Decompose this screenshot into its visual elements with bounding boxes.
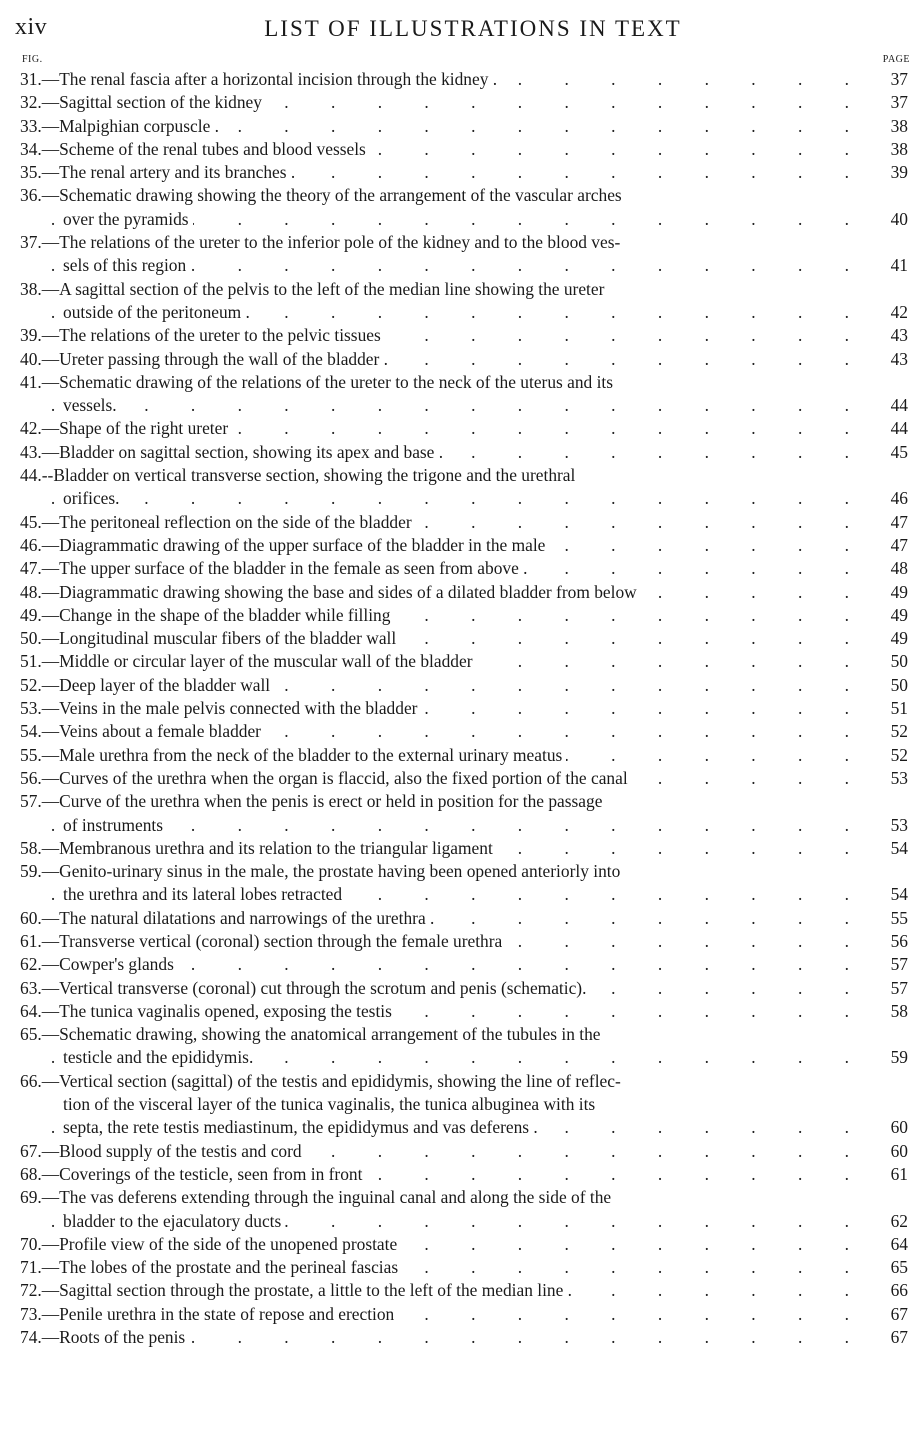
entry-text: 44.--Bladder on vertical transverse section, showing the trigone and the urethral — [20, 465, 579, 485]
entry-text: bladder to the ejaculatory ducts — [63, 1211, 285, 1231]
entry-text: 35.—The renal artery and its branches . — [20, 162, 299, 182]
entry-caption-continued — [20, 394, 908, 417]
list-item — [20, 767, 908, 790]
entry-caption-continued — [20, 301, 908, 324]
entry-page-number: 65 — [868, 1256, 908, 1279]
entry-text: testicle and the epididymis. — [63, 1047, 257, 1067]
list-item — [20, 837, 908, 860]
entry-text: 69.—The vas deferens extending through the inguinal canal and along the side of the — [20, 1187, 615, 1207]
entry-text: 61.—Transverse vertical (coronal) section through the female urethra — [20, 931, 506, 951]
entry-caption — [20, 767, 908, 790]
entry-text: 59.—Genito-urinary sinus in the male, the prostate having been opened anteriorly into — [20, 861, 624, 881]
entry-text: 60.—The natural dilatations and narrowings of the urethra . — [20, 908, 438, 928]
entry-text: 34.—Scheme of the renal tubes and blood vessels — [20, 139, 370, 159]
list-item — [20, 1163, 908, 1186]
list-item — [20, 930, 908, 953]
entry-caption — [20, 138, 908, 161]
entry-page-number: 64 — [868, 1233, 908, 1256]
list-item — [20, 1070, 908, 1140]
entry-caption — [20, 324, 908, 347]
entry-text: 54.—Veins about a female bladder — [20, 721, 265, 741]
entry-caption — [20, 1186, 908, 1209]
entry-text: 68.—Coverings of the testicle, seen from in front — [20, 1164, 366, 1184]
entry-caption-continued — [20, 487, 908, 510]
list-item — [20, 720, 908, 743]
entry-caption — [20, 1256, 908, 1279]
entry-caption — [20, 115, 908, 138]
list-item — [20, 744, 908, 767]
entry-text: septa, the rete testis mediastinum, the epididymus and vas deferens . — [63, 1117, 542, 1137]
entry-page-number: 49 — [868, 627, 908, 650]
list-item — [20, 977, 908, 1000]
entry-text: 51.—Middle or circular layer of the muscular wall of the bladder — [20, 651, 476, 671]
entry-text: 47.—The upper surface of the bladder in the female as seen from above . — [20, 558, 532, 578]
entry-text: 37.—The relations of the ureter to the inferior pole of the kidney and to the blood ves- — [20, 232, 624, 252]
entry-caption — [20, 1303, 908, 1326]
list-item — [20, 161, 908, 184]
entry-caption — [20, 161, 908, 184]
entry-caption — [20, 1140, 908, 1163]
entry-caption-continued — [20, 1093, 908, 1116]
list-item — [20, 790, 908, 837]
entry-page-number: 57 — [868, 977, 908, 1000]
entry-page-number: 67 — [868, 1326, 908, 1349]
entry-caption — [20, 231, 908, 254]
list-item — [20, 1279, 908, 1302]
entry-caption — [20, 184, 908, 207]
entry-page-number: 54 — [868, 883, 908, 906]
entry-text: 33.—Malpighian corpuscle . — [20, 116, 223, 136]
entry-page-number: 39 — [868, 161, 908, 184]
entry-page-number: 48 — [868, 557, 908, 580]
list-item — [20, 371, 908, 418]
entry-caption — [20, 1326, 908, 1349]
entry-caption-continued — [20, 1046, 908, 1069]
entry-text: 52.—Deep layer of the bladder wall — [20, 675, 274, 695]
entry-text: 38.—A sagittal section of the pelvis to the left of the median line showing the ureter — [20, 279, 608, 299]
entry-page-number: 49 — [868, 604, 908, 627]
list-item — [20, 348, 908, 371]
entry-caption — [20, 1000, 908, 1023]
entry-caption — [20, 837, 908, 860]
list-item — [20, 1233, 908, 1256]
entry-page-number: 38 — [868, 115, 908, 138]
entry-text: over the pyramids — [63, 209, 193, 229]
entry-page-number: 43 — [868, 324, 908, 347]
entry-caption-continued — [20, 883, 908, 906]
entry-text: of instruments — [63, 815, 167, 835]
entry-caption — [20, 1233, 908, 1256]
list-item — [20, 1186, 908, 1233]
entry-caption — [20, 650, 908, 673]
entry-caption — [20, 371, 908, 394]
entry-text: 72.—Sagittal section through the prostate, a little to the left of the median line . — [20, 1280, 576, 1300]
entry-caption — [20, 930, 908, 953]
entry-caption — [20, 604, 908, 627]
entry-text: 43.—Bladder on sagittal section, showing its apex and base . — [20, 442, 447, 462]
list-item — [20, 1000, 908, 1023]
page-column-label: PAGE — [882, 54, 910, 65]
entry-text: 74.—Roots of the penis — [20, 1327, 189, 1347]
entry-page-number: 52 — [868, 744, 908, 767]
entry-caption-continued — [20, 208, 908, 231]
entry-page-number: 50 — [868, 650, 908, 673]
list-item — [20, 1023, 908, 1070]
list-item — [20, 953, 908, 976]
entry-page-number: 37 — [868, 91, 908, 114]
entry-page-number: 60 — [868, 1140, 908, 1163]
entry-text: 36.—Schematic drawing showing the theory of the arrangement of the vascular arches — [20, 185, 626, 205]
list-item — [20, 511, 908, 534]
entry-page-number: 53 — [868, 767, 908, 790]
entry-text: 73.—Penile urethra in the state of repose and erection — [20, 1304, 398, 1324]
list-item — [20, 324, 908, 347]
entry-text: 50.—Longitudinal muscular fibers of the bladder wall — [20, 628, 400, 648]
entry-caption-continued — [20, 1116, 908, 1139]
entry-caption — [20, 1070, 908, 1093]
fig-column-label: FIG. — [22, 54, 43, 65]
entry-caption — [20, 91, 908, 114]
entry-text: 53.—Veins in the male pelvis connected with the bladder — [20, 698, 421, 718]
entry-page-number: 44 — [868, 394, 908, 417]
list-item — [20, 674, 908, 697]
entry-text: 58.—Membranous urethra and its relation to the triangular ligament — [20, 838, 497, 858]
list-item — [20, 860, 908, 907]
page-title: LIST OF ILLUSTRATIONS IN TEXT — [264, 16, 682, 41]
entry-caption — [20, 1279, 908, 1302]
list-item — [20, 231, 908, 278]
list-item — [20, 697, 908, 720]
entry-caption — [20, 860, 908, 883]
entry-page-number: 47 — [868, 534, 908, 557]
entry-caption — [20, 534, 908, 557]
entry-caption — [20, 511, 908, 534]
list-item — [20, 417, 908, 440]
entry-text: 57.—Curve of the urethra when the penis is erect or held in position for the passage — [20, 791, 606, 811]
entry-page-number: 66 — [868, 1279, 908, 1302]
list-item — [20, 441, 908, 464]
entry-page-number: 55 — [868, 907, 908, 930]
entry-text: 56.—Curves of the urethra when the organ is flaccid, also the fixed portion of the canal — [20, 768, 632, 788]
entry-text: 67.—Blood supply of the testis and cord — [20, 1141, 306, 1161]
entry-caption — [20, 1023, 908, 1046]
entry-text: 66.—Vertical section (sagittal) of the testis and epididymis, showing the line of reflec- — [20, 1071, 625, 1091]
entry-text: 55.—Male urethra from the neck of the bladder to the external urinary meatus — [20, 745, 566, 765]
entry-page-number: 62 — [868, 1210, 908, 1233]
entry-text: 42.—Shape of the right ureter — [20, 418, 232, 438]
list-item — [20, 557, 908, 580]
list-item — [20, 1303, 908, 1326]
entry-page-number: 50 — [868, 674, 908, 697]
entry-text: orifices. — [63, 488, 124, 508]
entry-caption — [20, 417, 908, 440]
list-item — [20, 464, 908, 511]
illustration-list — [20, 68, 908, 1349]
list-item — [20, 1256, 908, 1279]
entry-page-number: 47 — [868, 511, 908, 534]
entry-text: 40.—Ureter passing through the wall of the bladder . — [20, 349, 392, 369]
entry-page-number: 37 — [868, 68, 908, 91]
entry-page-number: 67 — [868, 1303, 908, 1326]
entry-caption-continued — [20, 1210, 908, 1233]
entry-caption — [20, 1163, 908, 1186]
column-labels — [0, 54, 916, 68]
entry-page-number: 44 — [868, 417, 908, 440]
entry-page-number: 40 — [868, 208, 908, 231]
page-number: xiv — [15, 14, 48, 40]
list-item — [20, 604, 908, 627]
entry-caption — [20, 464, 908, 487]
list-item — [20, 1140, 908, 1163]
entry-page-number: 59 — [868, 1046, 908, 1069]
entry-page-number: 58 — [868, 1000, 908, 1023]
entry-page-number: 60 — [868, 1116, 908, 1139]
entry-page-number: 54 — [868, 837, 908, 860]
entry-text: 65.—Schematic drawing, showing the anatomical arrangement of the tubules in the — [20, 1024, 605, 1044]
entry-page-number: 43 — [868, 348, 908, 371]
entry-caption — [20, 441, 908, 464]
entry-page-number: 61 — [868, 1163, 908, 1186]
entry-caption-continued — [20, 254, 908, 277]
entry-text: sels of this region — [63, 255, 190, 275]
entry-caption — [20, 348, 908, 371]
entry-caption — [20, 627, 908, 650]
entry-page-number: 56 — [868, 930, 908, 953]
entry-caption — [20, 68, 908, 91]
list-item — [20, 138, 908, 161]
entry-text: outside of the peritoneum . — [63, 302, 254, 322]
entry-text: 32.—Sagittal section of the kidney — [20, 92, 266, 112]
page-header — [0, 8, 916, 48]
entry-page-number: 38 — [868, 138, 908, 161]
entry-caption — [20, 674, 908, 697]
entry-caption — [20, 744, 908, 767]
list-item — [20, 627, 908, 650]
entry-text: 64.—The tunica vaginalis opened, exposing the testis — [20, 1001, 396, 1021]
entry-caption-continued — [20, 814, 908, 837]
entry-caption — [20, 953, 908, 976]
entry-text: 49.—Change in the shape of the bladder while filling — [20, 605, 394, 625]
list-item — [20, 115, 908, 138]
list-item — [20, 534, 908, 557]
entry-text: 63.—Vertical transverse (coronal) cut through the scrotum and penis (schematic). — [20, 978, 590, 998]
entry-text: the urethra and its lateral lobes retracted — [63, 884, 346, 904]
entry-text: tion of the visceral layer of the tunica vaginalis, the tunica albuginea with its — [63, 1094, 599, 1114]
entry-text: 48.—Diagrammatic drawing showing the base and sides of a dilated bladder from below — [20, 582, 641, 602]
entry-caption — [20, 790, 908, 813]
entry-page-number: 41 — [868, 254, 908, 277]
list-item — [20, 1326, 908, 1349]
entry-caption — [20, 720, 908, 743]
entry-page-number: 46 — [868, 487, 908, 510]
list-item — [20, 184, 908, 231]
entry-page-number: 57 — [868, 953, 908, 976]
entry-text: 70.—Profile view of the side of the unopened prostate — [20, 1234, 401, 1254]
entry-caption — [20, 907, 908, 930]
entry-text: 41.—Schematic drawing of the relations of the ureter to the neck of the uterus and its — [20, 372, 617, 392]
entry-page-number: 51 — [868, 697, 908, 720]
entry-caption — [20, 697, 908, 720]
entry-text: 71.—The lobes of the prostate and the perineal fascias — [20, 1257, 402, 1277]
entry-page-number: 52 — [868, 720, 908, 743]
entry-text: vessels. — [63, 395, 121, 415]
list-item — [20, 581, 908, 604]
list-item — [20, 68, 908, 91]
list-item — [20, 650, 908, 673]
entry-page-number: 42 — [868, 301, 908, 324]
entry-caption — [20, 278, 908, 301]
entry-text: 31.—The renal fascia after a horizontal incision through the kidney . — [20, 69, 501, 89]
list-item — [20, 907, 908, 930]
entry-caption — [20, 557, 908, 580]
entry-page-number: 49 — [868, 581, 908, 604]
entry-text: 45.—The peritoneal reflection on the side of the bladder — [20, 512, 416, 532]
entry-page-number: 45 — [868, 441, 908, 464]
list-item — [20, 278, 908, 325]
list-item — [20, 91, 908, 114]
entry-text: 46.—Diagrammatic drawing of the upper surface of the bladder in the male — [20, 535, 549, 555]
entry-page-number: 53 — [868, 814, 908, 837]
entry-caption — [20, 977, 908, 1000]
entry-text: 39.—The relations of the ureter to the pelvic tissues — [20, 325, 385, 345]
entry-caption — [20, 581, 908, 604]
entry-text: 62.—Cowper's glands — [20, 954, 178, 974]
